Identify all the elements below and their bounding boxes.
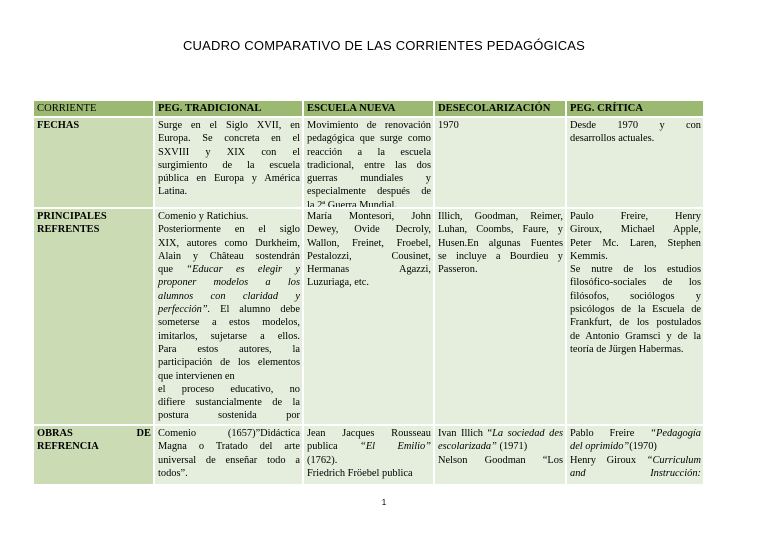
header-peg-critica: PEG. CRÍTICA	[567, 101, 703, 116]
page-number: 1	[381, 498, 387, 507]
cell-fechas-tradicional: Surge en el Siglo XVII, en Europa. Se concreta en el SXVIII y XIX con el surgimiento de la escuela pública en Europa y América Latina.	[155, 118, 302, 207]
table-row-referentes	[34, 209, 703, 424]
document-title: CUADRO COMPARATIVO DE LAS CORRIENTES PEDAGÓGICAS	[182, 38, 586, 53]
cell-fechas-desescolarizacion: 1970	[435, 118, 565, 207]
header-escuela-nueva: ESCUELA NUEVA	[304, 101, 433, 116]
cell-obras-tradicional: Comenio (1657)”Didáctica Magna o Tratado del arte universal de enseñar todo a todos”.	[155, 426, 302, 484]
cell-referentes-critica: Paulo Freire, Henry Giroux, Michael Apple, Peter Mc. Laren, Stephen Kemmis. Se nutre de los estudios filosófico-sociales de los filósofos, sociólogos y psicólogos de la Escuela de Frankfurt, de los postulados de Antonio Gramsci y de la teoría de Jürgen Habermas.	[567, 209, 703, 424]
table-row-fechas	[34, 118, 703, 207]
cell-referentes-tradicional: Comenio y Ratichius. Posteriormente en el siglo XIX, autores como Durkheim, Alain y Château sostendrán que “Educar es elegir y proponer modelos a los alumnos con claridad y perfección”. El alumno debe someterse a estos modelos, imitarlos, sujetarse a ellos. Para estos autores, la participación de los elementos que intervienen en el proceso educativo, no difiere sustancialmente de la postura sostenida por	[155, 209, 302, 424]
cell-referentes-desescolarizacion: Illich, Goodman, Reimer, Luhan, Coombs, Faure, y Husen.En algunas Fuentes se incluye a Bourdieu y Passeron.	[435, 209, 565, 424]
cell-referentes-escuela-nueva: María Montesori, John Dewey, Ovide Decroly, Wallon, Freinet, Froebel, Pestalozzi, Cousinet, Hermanas Agazzi, Luzuriaga, etc.	[304, 209, 433, 424]
table-header-row	[34, 101, 703, 116]
cell-obras-escuela-nueva: Jean Jacques Rousseau publica “El Emilio” (1762). Friedrich Fröebel publica	[304, 426, 433, 484]
cell-obras-critica: Pablo Freire “Pedagogía del oprimido”(1970) Henry Giroux “Curriculum and Instrucción:	[567, 426, 703, 484]
row-label-referentes: PRINCIPALES REFRENTES	[34, 209, 153, 424]
cell-obras-desescolarizacion: Ivan Illich “La sociedad des escolarizada” (1971) Nelson Goodman “Los	[435, 426, 565, 484]
header-corriente: CORRIENTE	[34, 101, 153, 116]
header-peg-tradicional: PEG. TRADICIONAL	[155, 101, 302, 116]
row-label-fechas: FECHAS	[34, 118, 153, 207]
cell-fechas-critica: Desde 1970 y con desarrollos actuales.	[567, 118, 703, 207]
cell-fechas-escuela-nueva: Movimiento de renovación pedagógica que surge como reacción a la escuela tradicional, entre las dos guerras mundiales y especialmente después de la 2ª Guerra Mundial.	[304, 118, 433, 207]
table-row-obras	[34, 426, 703, 484]
row-label-obras: OBRAS DE REFRENCIA	[34, 426, 153, 484]
header-desescolarizacion: DESECOLARIZACIÓN	[435, 101, 565, 116]
